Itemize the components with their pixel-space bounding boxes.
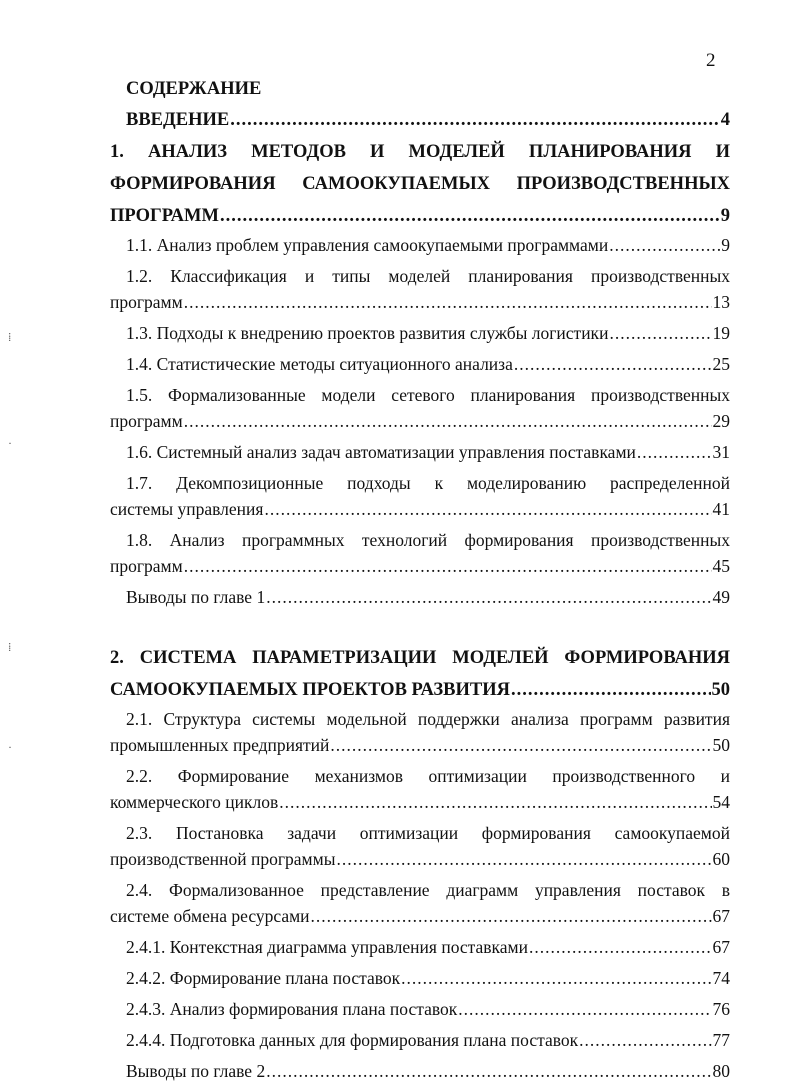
scan-artifact: ⁞ bbox=[8, 640, 12, 654]
dot-leader bbox=[609, 232, 720, 258]
toc-entry[interactable] bbox=[110, 706, 730, 758]
toc-page-number: 80 bbox=[712, 1061, 730, 1081]
toc-page-number: 67 bbox=[712, 937, 730, 957]
toc-entry-label: Выводы по главе 1 bbox=[126, 587, 266, 607]
toc-entry[interactable] bbox=[110, 382, 730, 434]
chapter-title-line: 2. СИСТЕМА ПАРАМЕТРИЗАЦИИ МОДЕЛЕЙ ФОРМИРОВАНИЯ bbox=[110, 648, 730, 668]
toc-page-number: 76 bbox=[712, 999, 730, 1019]
toc-entry-label: 1.7. Декомпозиционные подходы к моделированию распределенной bbox=[126, 473, 730, 493]
toc-entry-label-cont: производственной программы bbox=[110, 849, 336, 869]
toc-page-number: 45 bbox=[712, 556, 730, 576]
dot-leader bbox=[514, 351, 712, 377]
dot-leader bbox=[279, 789, 711, 815]
toc-entry-intro[interactable] bbox=[110, 104, 730, 136]
toc-entry[interactable] bbox=[110, 527, 730, 579]
toc-entry-label: ВВЕДЕНИЕ bbox=[126, 110, 230, 130]
toc-page-number: 4 bbox=[720, 110, 730, 130]
toc-page-number: 67 bbox=[712, 906, 730, 926]
toc-entry-label: 1.4. Статистические методы ситуационного анализа bbox=[126, 354, 513, 374]
dot-leader bbox=[529, 934, 712, 960]
dot-leader bbox=[184, 553, 712, 579]
toc-page-number: 60 bbox=[712, 849, 730, 869]
dot-leader bbox=[637, 439, 712, 465]
dot-leader bbox=[401, 965, 711, 991]
toc-entry-label: 2.1. Структура системы модельной поддержки анализа программ развития bbox=[126, 709, 730, 729]
toc-page-number: 50 bbox=[712, 735, 730, 755]
chapter-title-line: 1. АНАЛИЗ МЕТОДОВ И МОДЕЛЕЙ ПЛАНИРОВАНИЯ И bbox=[110, 142, 730, 162]
toc-page-number: 31 bbox=[712, 442, 730, 462]
toc-entry-label: 1.8. Анализ программных технологий формирования производственных bbox=[126, 530, 730, 550]
toc-entry-label-cont: программ bbox=[110, 292, 183, 312]
dot-leader bbox=[230, 104, 720, 136]
toc-page-number: 49 bbox=[712, 587, 730, 607]
toc-entry-conclusions-2[interactable] bbox=[110, 1058, 730, 1084]
toc-entry-label: 1.1. Анализ проблем управления самоокупаемыми программами bbox=[126, 235, 609, 255]
toc-entry[interactable] bbox=[110, 263, 730, 315]
contents-heading: СОДЕРЖАНИЕ bbox=[126, 79, 262, 99]
toc-page-number: 9 bbox=[721, 235, 730, 255]
toc-entry[interactable] bbox=[110, 965, 730, 991]
dot-leader bbox=[184, 289, 712, 315]
toc-entry-label: 1.5. Формализованные модели сетевого планирования производственных bbox=[126, 385, 730, 405]
toc-entry-label: 2.4. Формализованное представление диаграмм управления поставок в bbox=[126, 880, 730, 900]
toc-page-number: 50 bbox=[711, 680, 730, 700]
toc-page-number: 9 bbox=[720, 206, 730, 226]
page-number: 2 bbox=[706, 50, 716, 71]
scan-artifact: ⁞ bbox=[8, 330, 12, 344]
dot-leader bbox=[336, 846, 711, 872]
toc-entry[interactable] bbox=[110, 763, 730, 815]
dot-leader bbox=[266, 1058, 711, 1084]
toc-entry-label-cont: программ bbox=[110, 411, 183, 431]
toc-entry[interactable] bbox=[110, 877, 730, 929]
scan-artifact: · bbox=[8, 740, 12, 754]
table-of-contents bbox=[110, 76, 730, 1089]
toc-entry[interactable] bbox=[110, 232, 730, 258]
toc-entry-label: 2.4.4. Подготовка данных для формирования плана поставок bbox=[126, 1030, 579, 1050]
toc-entry[interactable] bbox=[110, 934, 730, 960]
dot-leader bbox=[264, 496, 711, 522]
toc-page-number: 77 bbox=[712, 1030, 730, 1050]
toc-entry-label: 1.6. Системный анализ задач автоматизации управления поставками bbox=[126, 442, 636, 462]
toc-entry-label-cont: коммерческого циклов bbox=[110, 792, 279, 812]
toc-chapter-1[interactable] bbox=[110, 136, 730, 232]
toc-page-number: 25 bbox=[712, 354, 730, 374]
toc-entry-label-cont: промышленных предприятий bbox=[110, 735, 330, 755]
toc-page-number: 19 bbox=[712, 323, 730, 343]
toc-entry[interactable] bbox=[110, 470, 730, 522]
toc-entry-label: 2.2. Формирование механизмов оптимизации производственного и bbox=[126, 766, 730, 786]
chapter-title-last-line bbox=[110, 200, 730, 232]
toc-entry-label-cont: системы управления bbox=[110, 499, 264, 519]
toc-entry[interactable] bbox=[110, 996, 730, 1022]
toc-entry-label: 2.4.3. Анализ формирования плана поставок bbox=[126, 999, 458, 1019]
toc-entry[interactable] bbox=[110, 820, 730, 872]
dot-leader bbox=[311, 903, 712, 929]
toc-entry-label-cont: системе обмена ресурсами bbox=[110, 906, 310, 926]
dot-leader bbox=[184, 408, 712, 434]
dot-leader bbox=[511, 674, 711, 706]
toc-entry[interactable] bbox=[110, 439, 730, 465]
toc-entry-label: Выводы по главе 2 bbox=[126, 1061, 266, 1081]
dot-leader bbox=[220, 200, 720, 232]
toc-entry-label-cont: программ bbox=[110, 556, 183, 576]
chapter-title-last-line bbox=[110, 674, 730, 706]
toc-entry-conclusions-1[interactable] bbox=[110, 584, 730, 610]
dot-leader bbox=[609, 320, 711, 346]
toc-entry-label: 2.4.2. Формирование плана поставок bbox=[126, 968, 401, 988]
toc-page-number: 74 bbox=[712, 968, 730, 988]
dot-leader bbox=[266, 584, 711, 610]
toc-chapter-2[interactable] bbox=[110, 642, 730, 706]
toc-entry-label: 2.3. Постановка задачи оптимизации формирования самоокупаемой bbox=[126, 823, 730, 843]
toc-entry-label: 2.4.1. Контекстная диаграмма управления поставками bbox=[126, 937, 528, 957]
toc-page-number: 13 bbox=[712, 292, 730, 312]
chapter-title-text: САМООКУПАЕМЫХ ПРОЕКТОВ РАЗВИТИЯ bbox=[110, 680, 510, 700]
chapter-title-line: ФОРМИРОВАНИЯ САМООКУПАЕМЫХ ПРОИЗВОДСТВЕННЫХ bbox=[110, 174, 730, 194]
toc-page-number: 41 bbox=[712, 499, 730, 519]
dot-leader bbox=[458, 996, 711, 1022]
toc-entry-label: 1.3. Подходы к внедрению проектов развития службы логистики bbox=[126, 323, 609, 343]
chapter-title-text: ПРОГРАММ bbox=[110, 206, 219, 226]
dot-leader bbox=[579, 1027, 711, 1053]
toc-entry[interactable] bbox=[110, 351, 730, 377]
toc-page-number: 54 bbox=[712, 792, 730, 812]
dot-leader bbox=[330, 732, 711, 758]
toc-entry[interactable] bbox=[110, 1027, 730, 1053]
toc-entry-label: 1.2. Классификация и типы моделей планирования производственных bbox=[126, 266, 730, 286]
scan-artifact: · bbox=[8, 436, 12, 450]
toc-page-number: 29 bbox=[712, 411, 730, 431]
toc-entry[interactable] bbox=[110, 320, 730, 346]
